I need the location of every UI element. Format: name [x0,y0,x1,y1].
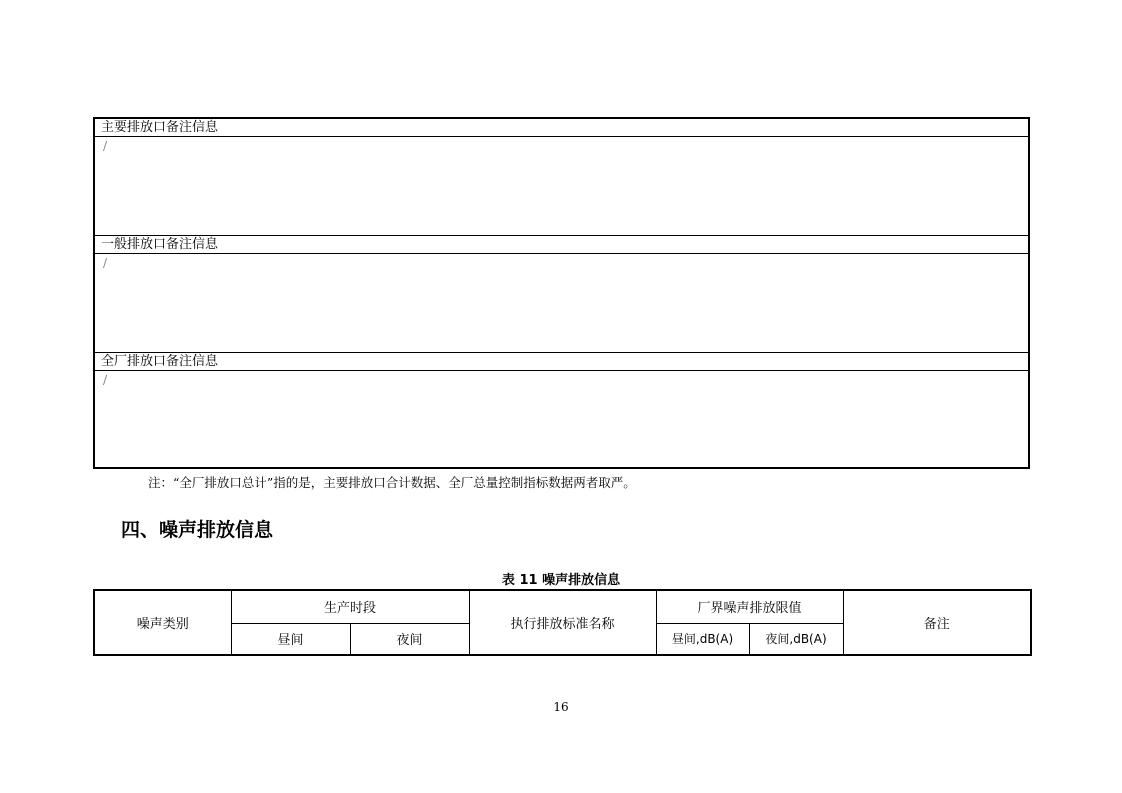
footnote: 注：“全厂排放口总计”指的是，主要排放口合计数据、全厂总量控制指标数据两者取严。 [148,475,636,490]
header-night: 夜间 [350,623,469,655]
page-number: 16 [553,700,569,714]
header-day-db: 昼间,dB(A) [656,623,749,655]
table-caption: 表 11 噪声排放信息 [501,573,621,588]
plant-outlet-remarks-header: 全厂排放口备注信息 [95,353,1028,371]
noise-emission-table [93,589,1032,656]
emission-outlet-remarks-box [93,117,1030,469]
header-noise-type: 噪声类别 [94,590,231,655]
section-title: 四、噪声排放信息 [121,519,274,541]
header-night-db: 夜间,dB(A) [749,623,843,655]
general-outlet-remarks-header: 一般排放口备注信息 [95,236,1028,254]
header-remarks: 备注 [843,590,1031,655]
header-boundary-limit: 厂界噪声排放限值 [656,590,843,623]
header-standard-name: 执行排放标准名称 [469,590,656,655]
header-production-period: 生产时段 [231,590,469,623]
plant-outlet-remarks-content: / [103,373,108,387]
main-outlet-remarks-content: / [103,139,108,153]
header-day: 昼间 [231,623,350,655]
general-outlet-remarks-content: / [103,256,108,270]
main-outlet-remarks-header: 主要排放口备注信息 [95,119,1028,137]
